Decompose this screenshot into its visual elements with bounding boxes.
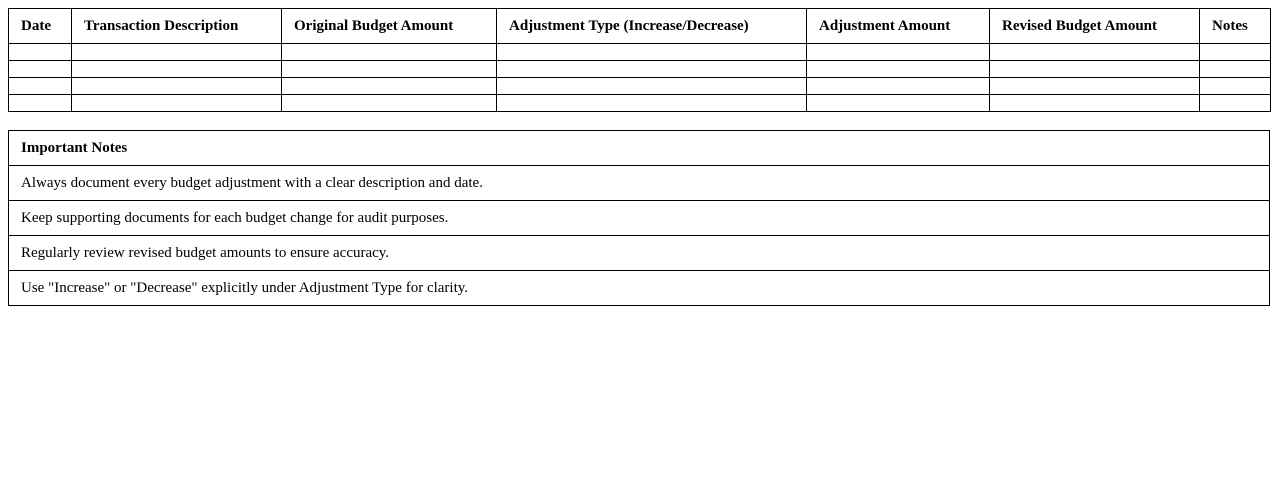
table-cell[interactable] — [807, 95, 990, 112]
table-cell[interactable] — [9, 95, 72, 112]
table-row — [9, 78, 1271, 95]
table-cell[interactable] — [990, 44, 1200, 61]
notes-header-row — [9, 131, 1270, 166]
table-cell[interactable] — [1200, 61, 1271, 78]
table-cell[interactable] — [9, 78, 72, 95]
column-header-adjustment-amount: Adjustment Amount — [807, 9, 990, 44]
table-cell[interactable] — [72, 61, 282, 78]
column-header-transaction-description: Transaction Description — [72, 9, 282, 44]
column-header-date: Date — [9, 9, 72, 44]
list-item — [9, 201, 1270, 236]
table-cell[interactable] — [990, 61, 1200, 78]
table-cell[interactable] — [497, 95, 807, 112]
note-text: Always document every budget adjustment with a clear description and date. — [9, 166, 1270, 201]
table-cell[interactable] — [282, 61, 497, 78]
list-item — [9, 166, 1270, 201]
column-header-notes: Notes — [1200, 9, 1271, 44]
note-text: Use "Increase" or "Decrease" explicitly under Adjustment Type for clarity. — [9, 271, 1270, 306]
table-cell[interactable] — [990, 78, 1200, 95]
column-header-adjustment-type: Adjustment Type (Increase/Decrease) — [497, 9, 807, 44]
table-cell[interactable] — [497, 78, 807, 95]
table-row — [9, 95, 1271, 112]
table-row — [9, 61, 1271, 78]
note-text: Regularly review revised budget amounts to ensure accuracy. — [9, 236, 1270, 271]
column-header-revised-budget-amount: Revised Budget Amount — [990, 9, 1200, 44]
table-cell[interactable] — [1200, 95, 1271, 112]
table-header-row — [9, 9, 1271, 44]
table-cell[interactable] — [9, 44, 72, 61]
table-cell[interactable] — [9, 61, 72, 78]
table-cell[interactable] — [72, 95, 282, 112]
table-cell[interactable] — [282, 44, 497, 61]
table-cell[interactable] — [1200, 78, 1271, 95]
important-notes-table — [8, 130, 1270, 306]
note-text: Keep supporting documents for each budget change for audit purposes. — [9, 201, 1270, 236]
table-cell[interactable] — [72, 44, 282, 61]
table-row — [9, 44, 1271, 61]
column-header-original-budget-amount: Original Budget Amount — [282, 9, 497, 44]
table-cell[interactable] — [497, 61, 807, 78]
table-cell[interactable] — [807, 44, 990, 61]
table-cell[interactable] — [497, 44, 807, 61]
table-cell[interactable] — [807, 78, 990, 95]
table-cell[interactable] — [990, 95, 1200, 112]
budget-adjustment-table — [8, 8, 1271, 112]
table-cell[interactable] — [807, 61, 990, 78]
table-cell[interactable] — [1200, 44, 1271, 61]
table-cell[interactable] — [72, 78, 282, 95]
table-cell[interactable] — [282, 78, 497, 95]
notes-title: Important Notes — [9, 131, 1270, 166]
table-cell[interactable] — [282, 95, 497, 112]
list-item — [9, 236, 1270, 271]
list-item — [9, 271, 1270, 306]
